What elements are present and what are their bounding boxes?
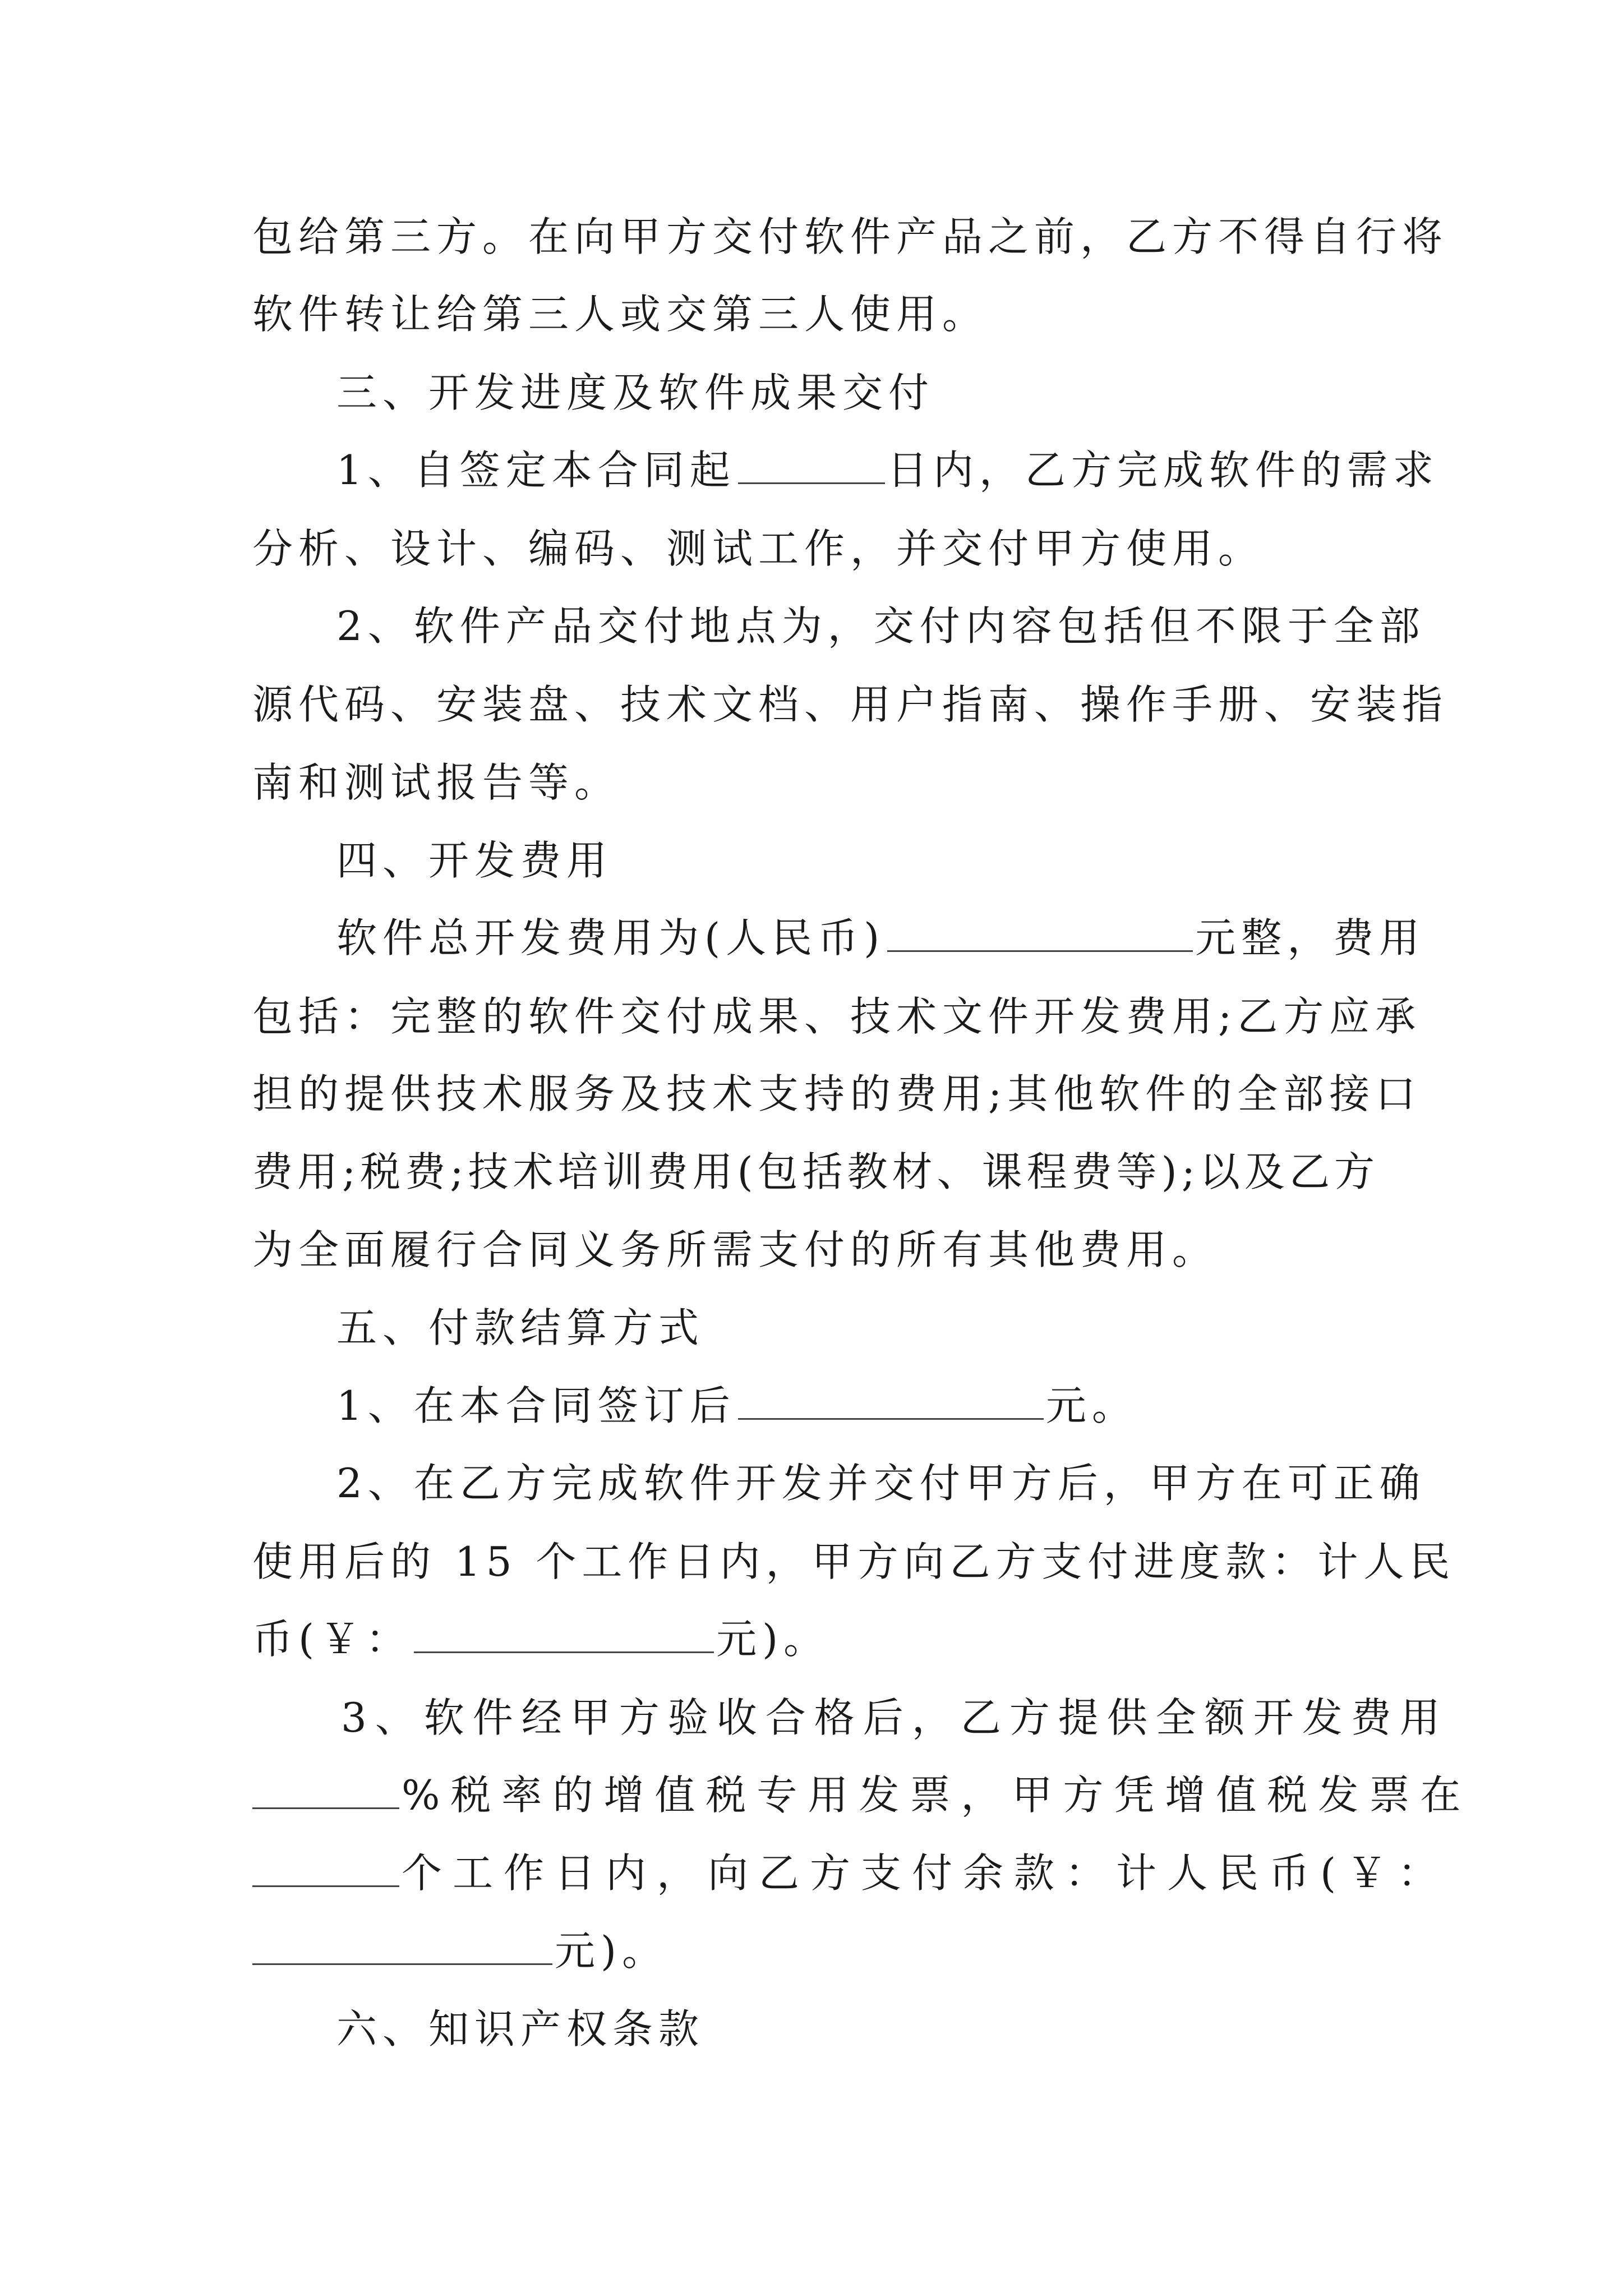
heading-text: 六、知识产权条款 — [336, 2005, 705, 2053]
paragraph-line — [252, 1145, 1396, 1199]
line-text: 分析、设计、编码、测试工作，并交付甲方使用。 — [252, 525, 1265, 572]
line-text: 费用;税费;技术培训费用(包括教材、课程费等);以及乙方 — [252, 1148, 1379, 1195]
line-text: 日内，乙方完成软件的需求 — [887, 447, 1439, 494]
paragraph-line — [252, 990, 1422, 1043]
section-heading — [336, 834, 1396, 887]
line-text: 1、自签定本合同起 — [336, 447, 736, 494]
section-heading — [336, 1301, 1396, 1355]
line-text: 南和测试报告等。 — [252, 759, 621, 806]
line-text: 元)。 — [555, 1927, 668, 1975]
line-text: 元整，费用 — [1195, 914, 1426, 961]
line-text: 个工作日内，向乙方支付余款：计人民币(￥： — [402, 1849, 1449, 1897]
fill-in-blank — [738, 1384, 1044, 1420]
paragraph-line — [252, 1223, 1396, 1277]
line-text: 担的提供技术服务及技术支持的费用;其他软件的全部接口 — [252, 1070, 1422, 1117]
line-text: 源代码、安装盘、技术文档、用户指南、操作手册、安装指 — [252, 681, 1449, 728]
paragraph-line — [252, 1535, 1456, 1589]
line-text: 软件总开发费用为(人民币) — [336, 914, 886, 961]
fill-in-blank — [252, 1930, 552, 1965]
line-text: 元。 — [1045, 1382, 1138, 1429]
line-text: 2、软件产品交付地点为，交付内容包括但不限于全部 — [336, 602, 1426, 650]
paragraph-line — [336, 911, 1426, 965]
line-text: 使用后的 15 个工作日内，甲方向乙方支付进度款：计人民 — [252, 1538, 1456, 1585]
heading-text: 四、开发费用 — [336, 837, 613, 884]
fill-in-blank — [414, 1618, 714, 1653]
line-text: 包括：完整的软件交付成果、技术文件开发费用;乙方应承 — [252, 993, 1422, 1040]
line-text: 包给第三方。在向甲方交付软件产品之前，乙方不得自行将 — [252, 213, 1449, 260]
paragraph-line — [252, 287, 1396, 341]
section-heading — [336, 366, 1396, 420]
paragraph-line — [341, 1691, 1449, 1745]
fill-in-blank — [252, 1852, 399, 1887]
line-text: 1、在本合同签订后 — [336, 1382, 736, 1429]
line-text: 3、软件经甲方验收合格后，乙方提供全额开发费用 — [341, 1694, 1449, 1741]
fill-in-blank — [252, 1774, 399, 1809]
paragraph-line — [336, 443, 1439, 497]
line-text: 币(￥： — [252, 1616, 412, 1663]
line-text: 为全面履行合同义务所需支付的所有其他费用。 — [252, 1226, 1219, 1273]
heading-text: 五、付款结算方式 — [336, 1304, 705, 1351]
heading-text: 三、开发进度及软件成果交付 — [336, 369, 935, 416]
section-heading — [336, 2002, 1396, 2056]
paragraph-line — [336, 1379, 1396, 1433]
line-text: 软件转让给第三人或交第三人使用。 — [252, 291, 989, 338]
paragraph-line — [252, 1768, 1472, 1822]
paragraph-line — [252, 522, 1396, 576]
fill-in-blank — [887, 917, 1193, 952]
paragraph-line — [252, 678, 1449, 731]
line-text: 2、在乙方完成软件开发并交付甲方后，甲方在可正确 — [336, 1460, 1426, 1507]
paragraph-line — [252, 756, 1396, 809]
paragraph-line — [252, 1612, 1396, 1666]
fill-in-blank — [738, 449, 885, 484]
paragraph-line — [252, 210, 1449, 264]
paragraph-line — [336, 1456, 1426, 1510]
paragraph-line — [252, 1846, 1449, 1900]
paragraph-line — [336, 599, 1426, 653]
paragraph-line — [252, 1924, 1396, 1978]
line-text: 元)。 — [716, 1616, 830, 1663]
paragraph-line — [252, 1067, 1422, 1121]
line-text: %税率的增值税专用发票，甲方凭增值税发票在 — [402, 1772, 1472, 1819]
